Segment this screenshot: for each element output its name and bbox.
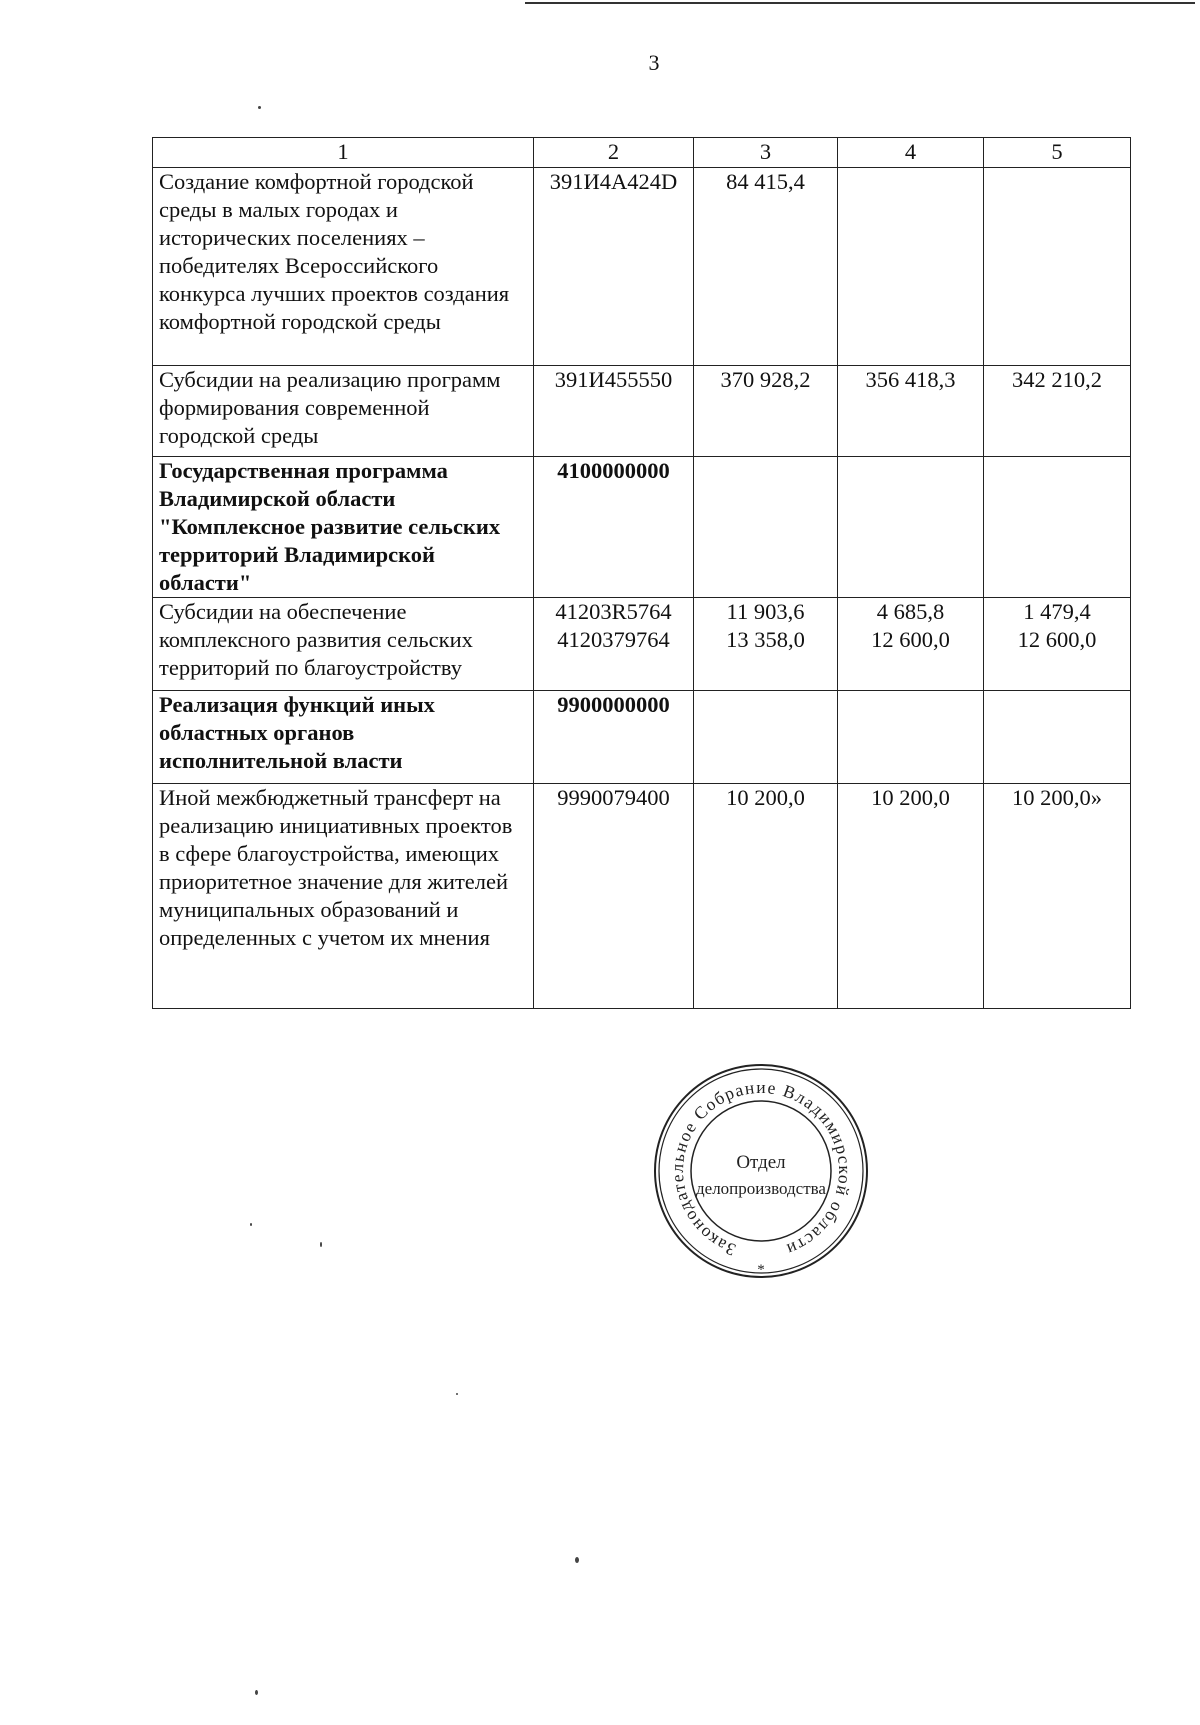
table-row: [153, 691, 1131, 784]
row-value-3: 84 415,4: [694, 168, 838, 366]
table-row: [153, 168, 1131, 366]
stamp-star-icon: *: [757, 1262, 765, 1278]
top-border-line: [525, 2, 1195, 4]
row-code: 9900000000: [534, 691, 694, 784]
stamp-center-line-1: Отдел: [736, 1152, 786, 1173]
row-name: Субсидии на реализацию программ формирования современной городской среды: [153, 366, 534, 457]
row-code: 391И455550: [534, 366, 694, 457]
row-value-3: 10 200,0: [694, 784, 838, 1009]
row-name: Иной межбюджетный трансферт на реализацию инициативных проектов в сфере благоустройства, имеющих приоритетное значение для жителей муниципальных образований и определенных с учетом их мнения: [153, 784, 534, 1009]
row-value-line: 11 903,6: [726, 599, 805, 624]
stamp-center-line-2: делопроизводства: [696, 1179, 826, 1198]
row-value-line: 1 479,4: [1023, 599, 1091, 624]
row-value-line: 12 600,0: [871, 627, 950, 652]
row-value-5: [984, 168, 1131, 366]
scan-speck: [456, 1393, 458, 1395]
header-col-3: 3: [694, 138, 838, 168]
scan-speck: [250, 1223, 252, 1226]
scan-speck: [255, 1690, 258, 1695]
row-value-5: 342 210,2: [984, 366, 1131, 457]
scan-speck: [575, 1557, 579, 1563]
row-value-3: [694, 598, 838, 691]
header-col-1: 1: [153, 138, 534, 168]
row-value-4: 356 418,3: [838, 366, 984, 457]
row-value-5: 10 200,0»: [984, 784, 1131, 1009]
row-value-5: [984, 691, 1131, 784]
row-value-4: [838, 168, 984, 366]
stamp-seal: [652, 1062, 870, 1280]
row-value-line: 13 358,0: [726, 627, 805, 652]
row-code: [534, 598, 694, 691]
row-name: Субсидии на обеспечение комплексного развития сельских территорий по благоустройству: [153, 598, 534, 691]
row-value-3: [694, 691, 838, 784]
row-value-5: [984, 457, 1131, 598]
header-row: [153, 138, 1131, 168]
header-col-4: 4: [838, 138, 984, 168]
scan-speck: [320, 1242, 322, 1247]
stamp-ring-text: Законодательное Собрание Владимирской области: [666, 1076, 856, 1261]
page-number: 3: [648, 50, 660, 75]
row-code: 391И4А424D: [534, 168, 694, 366]
header-col-5: 5: [984, 138, 1131, 168]
budget-table: [152, 137, 1131, 1009]
table-row: [153, 457, 1131, 598]
table-row: [153, 784, 1131, 1009]
table-row: [153, 366, 1131, 457]
row-code: 9990079400: [534, 784, 694, 1009]
row-value-5: [984, 598, 1131, 691]
official-stamp: [652, 1062, 870, 1280]
scan-speck: [258, 106, 261, 109]
row-name: Государственная программа Владимирской области "Комплексное развитие сельских территорий Владимирской области": [153, 457, 534, 598]
row-name: Создание комфортной городской среды в малых городах и исторических поселениях – победителях Всероссийского конкурса лучших проектов создания комфортной городской среды: [153, 168, 534, 366]
table-row: [153, 598, 1131, 691]
row-value-4: [838, 691, 984, 784]
row-code-line: 4120379764: [557, 627, 670, 652]
row-value-4: [838, 457, 984, 598]
header-col-2: 2: [534, 138, 694, 168]
row-value-3: 370 928,2: [694, 366, 838, 457]
row-value-4: [838, 598, 984, 691]
row-name: Реализация функций иных областных органов исполнительной власти: [153, 691, 534, 784]
row-value-3: [694, 457, 838, 598]
row-value-line: 12 600,0: [1017, 627, 1097, 652]
row-value-4: 10 200,0: [838, 784, 984, 1009]
row-code-line: 41203R5764: [555, 599, 672, 624]
row-value-line: 4 685,8: [876, 599, 945, 624]
row-code: 4100000000: [534, 457, 694, 598]
